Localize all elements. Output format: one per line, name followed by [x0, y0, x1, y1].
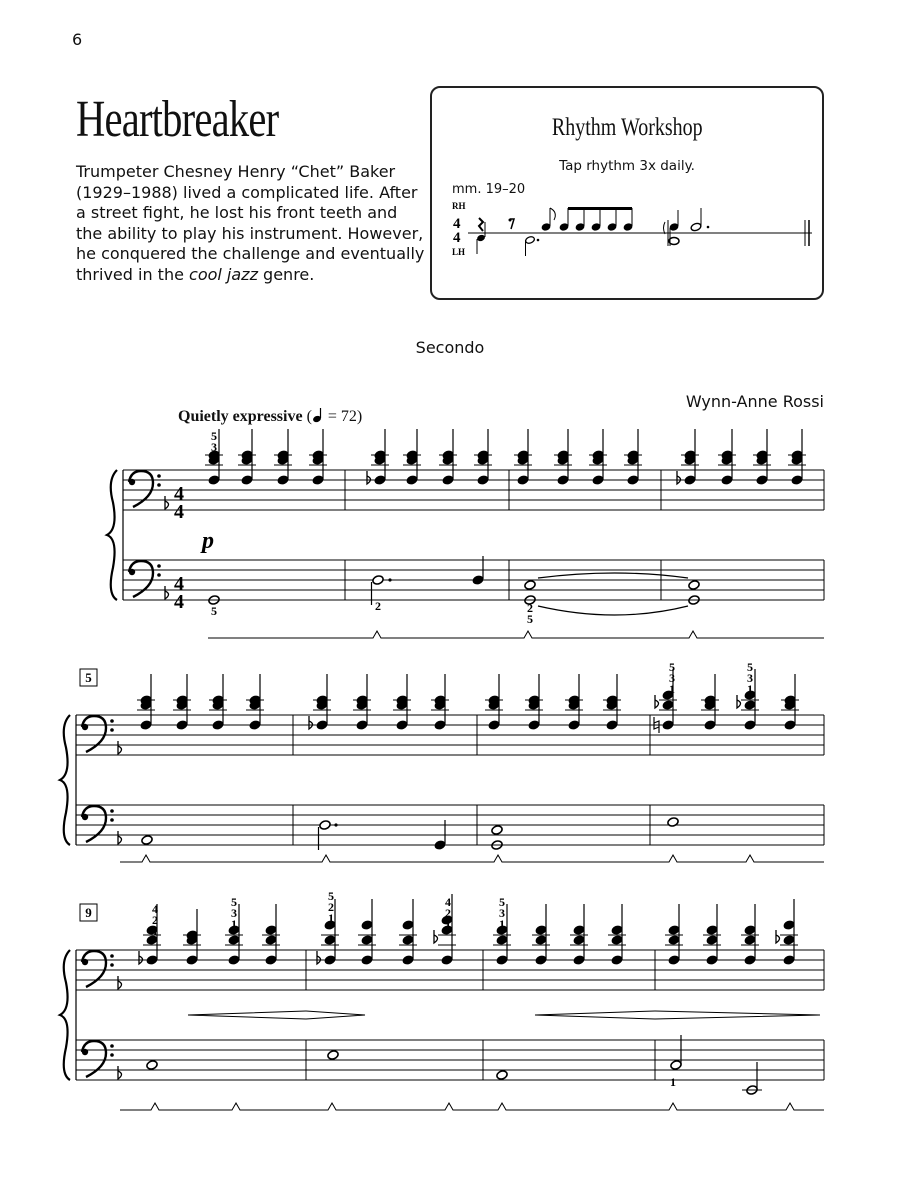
- chord-note: [477, 475, 489, 486]
- time-signature: 4: [174, 483, 184, 505]
- pedal-line: [120, 1103, 824, 1110]
- chord-note: [573, 955, 585, 966]
- whole-note: [327, 1050, 339, 1061]
- fingering-number: 3: [499, 906, 505, 920]
- flat-icon: [434, 930, 438, 943]
- time-signature: 4: [174, 501, 184, 523]
- fingering-number: 1: [211, 451, 217, 465]
- bass-clef-icon: [129, 561, 161, 597]
- chord-note: [706, 955, 718, 966]
- flat-icon: [118, 741, 122, 754]
- intro-emphasis: cool jazz: [189, 264, 258, 284]
- crescendo-hairpin: [188, 1011, 306, 1019]
- whole-note: [688, 580, 700, 591]
- flat-icon: [655, 695, 659, 708]
- pedal-line: [120, 855, 824, 862]
- chord-note: [324, 955, 336, 966]
- flat-icon: [317, 951, 321, 964]
- chord-note: [208, 475, 220, 486]
- whole-note: [141, 835, 153, 846]
- fingering-number: 5: [669, 660, 675, 674]
- chord-note: [374, 475, 386, 486]
- chord-note: [535, 935, 547, 946]
- chord-note: [783, 935, 795, 946]
- intro-text-end: genre.: [257, 264, 315, 284]
- chord-note: [316, 720, 328, 731]
- svg-text:4: 4: [453, 230, 461, 246]
- chord-note: [488, 720, 500, 731]
- chord-note: [627, 475, 639, 486]
- fingering-number: 5: [231, 895, 237, 909]
- chord-note: [568, 720, 580, 731]
- chord-note: [496, 935, 508, 946]
- chord-note: [140, 720, 152, 731]
- chord-note: [228, 935, 240, 946]
- flat-icon: [118, 831, 122, 844]
- bass-clef-icon: [82, 806, 114, 842]
- fingering-number: 1: [231, 917, 237, 931]
- chord-note: [441, 955, 453, 966]
- quarter-note: [434, 840, 446, 851]
- measure-number: 5: [85, 670, 92, 685]
- flat-icon: [139, 951, 143, 964]
- chord-note: [662, 700, 674, 711]
- part-label: Secondo: [415, 338, 485, 357]
- chord-note: [668, 935, 680, 946]
- chord-note: [186, 955, 198, 966]
- tempo-marking: Quietly expressive ( = 72): [178, 408, 363, 425]
- fingering-number: 1: [670, 1075, 676, 1089]
- fingering-number: 3: [211, 440, 217, 454]
- chord-note: [496, 955, 508, 966]
- tie: [538, 573, 688, 578]
- flat-icon: [737, 695, 741, 708]
- chord-note: [277, 475, 289, 486]
- fingering-number: 1: [152, 924, 158, 938]
- chord-note: [744, 925, 756, 936]
- chord-note: [228, 955, 240, 966]
- chord-note: [176, 720, 188, 731]
- fingering-number: 4: [445, 895, 451, 909]
- chord-note: [535, 925, 547, 936]
- chord-note: [783, 955, 795, 966]
- fingering-number: 1: [499, 917, 505, 931]
- chord-note: [241, 475, 253, 486]
- chord-note: [573, 935, 585, 946]
- rh-label: RH: [452, 201, 466, 211]
- chord-note: [706, 935, 718, 946]
- page-number: 6: [72, 30, 83, 49]
- crescendo-hairpin: [535, 1011, 655, 1019]
- chord-note: [442, 475, 454, 486]
- whole-note: [146, 1060, 158, 1071]
- chord-note: [744, 720, 756, 731]
- flat-icon: [118, 976, 122, 989]
- chord-note: [146, 955, 158, 966]
- lh-label: LH: [452, 247, 466, 257]
- flat-icon: [165, 586, 169, 599]
- chord-note: [361, 955, 373, 966]
- whole-note: [524, 580, 536, 591]
- chord-note: [406, 475, 418, 486]
- bass-clef-icon: [82, 951, 114, 987]
- fingering-number: 2: [527, 601, 533, 615]
- fingering-number: 5: [328, 889, 334, 903]
- pedal-line: [208, 631, 824, 638]
- bass-clef-icon: [129, 471, 161, 507]
- dot: [334, 823, 337, 826]
- fingering-number: 2: [328, 900, 334, 914]
- fingering-number: 1: [445, 917, 451, 931]
- fingering-number: 5: [211, 429, 217, 443]
- fingering-number: 5: [527, 612, 533, 626]
- fingering-number: 5: [747, 660, 753, 674]
- fingering-number: 3: [231, 906, 237, 920]
- chord-note: [744, 935, 756, 946]
- chord-note: [668, 955, 680, 966]
- chord-note: [791, 475, 803, 486]
- dynamic-marking: p: [202, 528, 214, 554]
- whole-note: [491, 825, 503, 836]
- chord-note: [704, 720, 716, 731]
- chord-note: [557, 475, 569, 486]
- chord-note: [606, 720, 618, 731]
- chord-note: [265, 955, 277, 966]
- chord-note: [684, 475, 696, 486]
- rhythm-workshop-title: Rhythm Workshop: [551, 114, 703, 141]
- flat-icon: [165, 496, 169, 509]
- chord-note: [611, 955, 623, 966]
- grand-staff-brace: [60, 715, 70, 845]
- chord-note: [744, 700, 756, 711]
- chord-note: [402, 935, 414, 946]
- fingering-number: 1: [747, 682, 753, 696]
- fingering-number: 5: [499, 895, 505, 909]
- chord-note: [744, 955, 756, 966]
- fingering-number: 1: [328, 911, 334, 925]
- chord-note: [721, 475, 733, 486]
- chord-note: [706, 925, 718, 936]
- chord-note: [783, 920, 795, 931]
- flat-icon: [118, 1066, 122, 1079]
- chord-note: [212, 720, 224, 731]
- chord-note: [517, 475, 529, 486]
- chord-note: [662, 720, 674, 731]
- time-signature: 4: [174, 573, 184, 595]
- chord-note: [573, 925, 585, 936]
- time-signature: 4: [174, 591, 184, 613]
- composer: Wynn-Anne Rossi: [685, 392, 824, 411]
- chord-note: [249, 720, 261, 731]
- chord-note: [361, 920, 373, 931]
- chord-note: [265, 925, 277, 936]
- chord-note: [434, 720, 446, 731]
- chord-note: [592, 475, 604, 486]
- chord-note: [784, 720, 796, 731]
- rhythm-measure-range: mm. 19–20: [452, 182, 526, 197]
- grand-staff-brace: [60, 950, 70, 1080]
- fingering-number: 3: [669, 671, 675, 685]
- bass-clef-icon: [82, 1041, 114, 1077]
- chord-note: [756, 475, 768, 486]
- chord-note: [361, 935, 373, 946]
- chord-note: [528, 720, 540, 731]
- decrescendo-hairpin: [306, 1011, 365, 1019]
- measure-number: 9: [85, 905, 92, 920]
- fingering-number: 3: [747, 671, 753, 685]
- chord-note: [396, 720, 408, 731]
- rhythm-instruction: Tap rhythm 3x daily.: [559, 158, 695, 174]
- tie: [538, 606, 688, 615]
- flat-icon: [309, 716, 313, 729]
- whole-note: [496, 1070, 508, 1081]
- chord-note: [402, 955, 414, 966]
- fingering-number: 5: [211, 604, 217, 618]
- fingering-number: 1: [669, 682, 675, 696]
- chord-note: [265, 935, 277, 946]
- half-note: [372, 575, 384, 586]
- grand-staff-brace: [107, 470, 117, 600]
- flat-icon: [776, 930, 780, 943]
- chord-note: [312, 475, 324, 486]
- fingering-number: 2: [445, 906, 451, 920]
- dot: [388, 578, 391, 581]
- whole-note: [667, 817, 679, 828]
- chord-note: [535, 955, 547, 966]
- fingering-number: 2: [152, 913, 158, 927]
- fingering-number: 4: [152, 902, 158, 916]
- chord-note: [402, 920, 414, 931]
- intro-text: Trumpeter Chesney Henry “Chet” Baker (1929–1988) lived a complicated life. After a street fight, he lost his front teeth and the ability to play his instrument. However, he conquered the challenge and eventually thrived in the: [76, 162, 425, 284]
- quarter-note: [472, 575, 484, 586]
- half-note: [319, 820, 331, 831]
- half-note: [670, 1060, 682, 1071]
- fingering-number: 2: [375, 599, 381, 613]
- chord-note: [324, 935, 336, 946]
- flat-icon: [367, 471, 371, 484]
- chord-note: [611, 925, 623, 936]
- chord-note: [356, 720, 368, 731]
- bass-clef-icon: [82, 716, 114, 752]
- chord-note: [668, 925, 680, 936]
- flat-icon: [677, 471, 681, 484]
- svg-text:4: 4: [453, 216, 461, 232]
- decrescendo-hairpin: [655, 1011, 820, 1019]
- chord-note: [611, 935, 623, 946]
- piece-title: Heartbreaker: [76, 91, 279, 148]
